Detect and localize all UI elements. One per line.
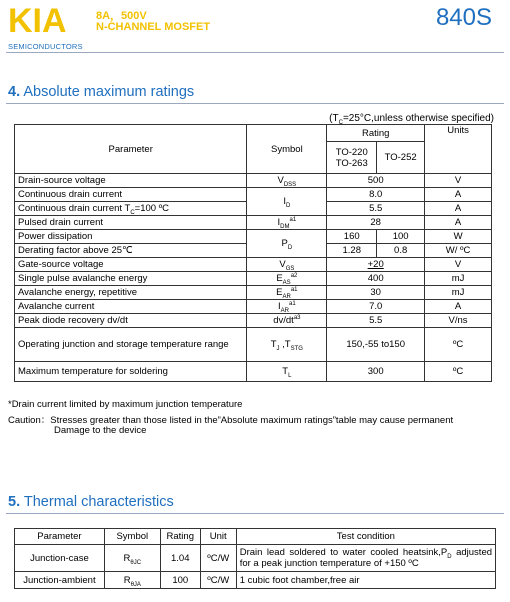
section-4-number: 4.: [8, 84, 21, 100]
unit-cell: A: [425, 202, 492, 216]
unit-cell: W/ ºC: [425, 244, 492, 258]
rating-cell: 160: [327, 230, 377, 244]
param-cell: Continuous drain current: [15, 188, 247, 202]
unit-cell: ºC: [425, 362, 492, 382]
company-logo: KIA: [8, 2, 67, 40]
rating-cell: 30: [327, 286, 425, 300]
table-row: [15, 572, 496, 589]
rating-cell: 150,-55 to150: [327, 328, 425, 362]
table-row: [15, 545, 496, 572]
symbol-cell: $I_{AR}^{a1}$: [247, 300, 327, 314]
table-row: [15, 188, 492, 202]
section-4-divider: [6, 103, 504, 104]
param-cell: Avalanche energy, repetitive: [15, 286, 247, 300]
unit-cell: V: [425, 258, 492, 272]
unit-cell: W: [425, 230, 492, 244]
col-header-symbol: Symbol: [104, 529, 160, 545]
rating-cell: 7.0: [327, 300, 425, 314]
unit-cell: mJ: [425, 286, 492, 300]
col-header-parameter: Parameter: [15, 529, 105, 545]
col-header-parameter: Parameter: [15, 125, 247, 174]
param-cell: Junction-case: [15, 545, 105, 572]
symbol-cell: $V_{GS}$: [247, 258, 327, 272]
param-cell: Single pulse avalanche energy: [15, 272, 247, 286]
company-logo-subtitle: SEMICONDUCTORS: [8, 42, 83, 51]
absolute-ratings-table: [14, 124, 492, 382]
col-header-symbol: Symbol: [247, 125, 327, 174]
section-4-title: [8, 84, 194, 100]
table-row: [15, 314, 492, 328]
rating-cell: 0.8: [377, 244, 425, 258]
section-5-divider: [6, 513, 504, 514]
symbol-cell: $T_J$ $,T_{STG}$: [247, 328, 327, 362]
table-header-row: [15, 529, 496, 545]
rating-cell: 5.5: [327, 314, 425, 328]
rating-cell: 8.0: [327, 188, 425, 202]
col-header-package-1: TO-220 TO-263: [327, 142, 377, 174]
col-header-unit: Unit: [200, 529, 236, 545]
table-row: [15, 174, 492, 188]
param-cell: Gate-source voltage: [15, 258, 247, 272]
unit-cell: ºC/W: [200, 572, 236, 589]
rating-cell: 100: [377, 230, 425, 244]
section-5-number: 5.: [8, 494, 21, 510]
table-header-row: [15, 125, 492, 142]
unit-cell: V: [425, 174, 492, 188]
param-cell: Avalanche current: [15, 300, 247, 314]
symbol-cell: $R_{\theta JC}$: [104, 545, 160, 572]
unit-cell: ºC/W: [200, 545, 236, 572]
section-5-title: [8, 494, 174, 510]
col-header-rating: Rating: [327, 125, 425, 142]
param-cell: Power dissipation: [15, 230, 247, 244]
param-cell: Drain-source voltage: [15, 174, 247, 188]
param-cell: Pulsed drain current: [15, 216, 247, 230]
symbol-cell: $I_{DM}^{a1}$: [247, 216, 327, 230]
unit-cell: A: [425, 216, 492, 230]
col-header-package-2: TO-252: [377, 142, 425, 174]
unit-cell: mJ: [425, 272, 492, 286]
rating-cell: 1.04: [160, 545, 200, 572]
section-4-heading: Absolute maximum ratings: [23, 84, 195, 100]
table-row: [15, 286, 492, 300]
test-condition-note: ($T_C=25^\circ C,unless$ otherwise specified): [329, 113, 494, 126]
col-header-units: Units: [425, 125, 492, 174]
table-row: [15, 300, 492, 314]
symbol-cell: $P_D$: [247, 230, 327, 258]
device-type: N-CHANNEL MOSFET: [96, 21, 211, 33]
rating-cell: 1.28: [327, 244, 377, 258]
device-rating: 8A，500V: [96, 10, 147, 22]
rating-cell: 500: [327, 174, 425, 188]
unit-cell: A: [425, 300, 492, 314]
param-cell: Continuous drain current $T_C=100$ ºC: [15, 202, 247, 216]
condition-cell: Drain lead soldered to water cooled $heatsink,P_D$ adjusted for a peak junction temperature of +150 ºC: [236, 545, 495, 572]
param-cell: Maximum temperature for soldering: [15, 362, 247, 382]
table-row: [15, 216, 492, 230]
thermal-table: [14, 528, 496, 589]
col-header-rating: Rating: [160, 529, 200, 545]
part-number: 840S: [435, 4, 492, 31]
rating-cell: +20: [327, 258, 425, 272]
symbol-cell: $V_{DSS}$: [247, 174, 327, 188]
unit-cell: V/ns: [425, 314, 492, 328]
header-divider: [6, 52, 504, 53]
unit-cell: ºC: [425, 328, 492, 362]
rating-cell: 5.5: [327, 202, 425, 216]
table-row: [15, 362, 492, 382]
caution-note: Caution：Stresses greater than those listed in the”Absolute maximum ratings”table may cause permanent: [8, 415, 454, 426]
unit-cell: A: [425, 188, 492, 202]
param-cell: Peak diode recovery dv/dt: [15, 314, 247, 328]
symbol-cell: $E_{AS}^{a2}$: [247, 272, 327, 286]
symbol-cell: $R_{\theta JA}$: [104, 572, 160, 589]
symbol-cell: $I_D$: [247, 188, 327, 216]
caution-note-continued: Damage to the device: [54, 425, 147, 436]
symbol-cell: $dv/dt^{a3}$: [247, 314, 327, 328]
table-row: [15, 272, 492, 286]
param-cell: Operating junction and storage temperature range: [15, 328, 247, 362]
footnote-drain-current: *Drain current limited by maximum junction temperature: [8, 399, 243, 410]
section-5-heading: Thermal characteristics: [23, 494, 174, 510]
rating-cell: 300: [327, 362, 425, 382]
symbol-cell: $T_L$: [247, 362, 327, 382]
rating-cell: 100: [160, 572, 200, 589]
col-header-test-condition: Test condition: [236, 529, 495, 545]
param-cell: Derating factor above 25℃: [15, 244, 247, 258]
rating-cell: 400: [327, 272, 425, 286]
table-row: [15, 230, 492, 244]
table-row: [15, 258, 492, 272]
param-cell: Junction-ambient: [15, 572, 105, 589]
rating-cell: 28: [327, 216, 425, 230]
condition-cell: 1 cubic foot chamber,free air: [236, 572, 495, 589]
table-row: [15, 328, 492, 362]
symbol-cell: $E_{AR}^{a1}$: [247, 286, 327, 300]
